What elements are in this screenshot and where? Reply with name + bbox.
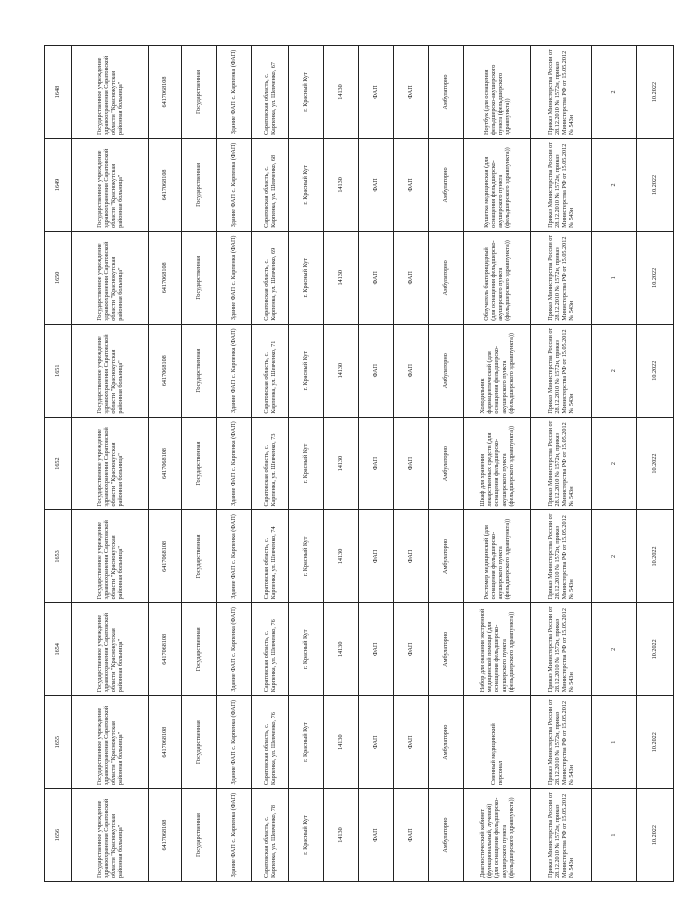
table-cell: 14130 — [324, 789, 359, 882]
table-cell: Саратовская область, с. Карпенка, ул. Шевченко, 71 — [252, 324, 289, 417]
table-cell: ФАП — [394, 46, 429, 139]
table-cell: ФАП — [359, 324, 394, 417]
table-cell: 6417068108 — [149, 46, 182, 139]
table-cell: Государственная — [182, 696, 217, 789]
table-cell: Амбулаторно — [429, 510, 464, 603]
table-cell: Государственная — [182, 510, 217, 603]
table-cell: Саратовская область, с. Карпенка, ул. Шевченко, 68 — [252, 139, 289, 232]
table-cell: 14130 — [324, 603, 359, 696]
equipment-table — [44, 45, 674, 882]
table-cell: 6417068108 — [149, 789, 182, 882]
table-cell: Облучатель бактерицидный (для оснащения фельдшерско-акушерского пункта (фельдшерского здравпункта)) — [464, 231, 531, 324]
table-cell: Государственное учреждение здравоохранения Саратовской области "Краснокутская районная больница" — [72, 417, 149, 510]
table-cell: г. Красный Кут — [289, 417, 324, 510]
table-cell: 1653 — [45, 510, 72, 603]
table-cell: 2 — [592, 603, 637, 696]
table-cell: Шкаф для хранения лекарственных средств (для оснащения фельдшерско-акушерского пункта (фельдшерского здравпункта)) — [464, 417, 531, 510]
table-cell: 14130 — [324, 324, 359, 417]
table-cell: г. Красный Кут — [289, 603, 324, 696]
table-cell: 2 — [592, 417, 637, 510]
table-cell: 10.2022 — [637, 46, 674, 139]
table-cell: Приказ Министерства России от 28.12.2010 № 1572н, приказ Министерства РФ от 15.05.2012 № 543н — [531, 603, 592, 696]
table-row-n1 — [592, 46, 637, 882]
equipment-table-sheet — [44, 45, 659, 882]
table-cell: Приказ Министерства России от 28.12.2010 № 1572н, приказ Министерства РФ от 15.05.2012 № 543н — [531, 696, 592, 789]
table-cell: 10.2022 — [637, 696, 674, 789]
table-cell: Здание ФАП с. Карпенка (ФАП) — [217, 231, 252, 324]
table-cell: Государственная — [182, 139, 217, 232]
table-cell: ФАП — [394, 696, 429, 789]
table-cell: 1655 — [45, 696, 72, 789]
table-cell: Государственное учреждение здравоохранения Саратовской области "Краснокутская районная больница" — [72, 603, 149, 696]
table-cell: Здание ФАП с. Карпенка (ФАП) — [217, 417, 252, 510]
table-cell: ФАП — [359, 417, 394, 510]
table-cell: 2 — [592, 324, 637, 417]
table-cell: ФАП — [394, 789, 429, 882]
table-cell: 10.2022 — [637, 510, 674, 603]
table-cell: Здание ФАП с. Карпенка (ФАП) — [217, 46, 252, 139]
table-row-t1 — [359, 46, 394, 882]
table-row-head — [45, 46, 72, 882]
table-cell: Амбулаторно — [429, 324, 464, 417]
table-cell: 6417068108 — [149, 696, 182, 789]
table-cell: Саратовская область, с. Карпенка, ул. Шевченко, 67 — [252, 46, 289, 139]
table-cell: Саратовская область, с. Карпенка, ул. Шевченко, 78 — [252, 789, 289, 882]
table-cell: 2 — [592, 139, 637, 232]
table-row-addr — [252, 46, 289, 882]
table-cell: 10.2022 — [637, 139, 674, 232]
table-row-t3 — [429, 46, 464, 882]
table-cell: 1656 — [45, 789, 72, 882]
table-cell: Амбулаторно — [429, 46, 464, 139]
table-cell: 1651 — [45, 324, 72, 417]
table-cell: Государственное учреждение здравоохранения Саратовской области "Краснокутская районная больница" — [72, 324, 149, 417]
table-cell: г. Красный Кут — [289, 231, 324, 324]
table-cell: 6417068108 — [149, 417, 182, 510]
table-cell: Государственная — [182, 324, 217, 417]
table-cell: ФАП — [394, 417, 429, 510]
table-row-kind — [464, 46, 531, 882]
table-cell: Амбулаторно — [429, 696, 464, 789]
table-cell: ФАП — [394, 231, 429, 324]
table-cell: 10.2022 — [637, 417, 674, 510]
table-cell: Приказ Министерства России от 28.12.2010 № 1572н, приказ Министерства РФ от 15.05.2012 № 543н — [531, 789, 592, 882]
table-cell: Саратовская область, с. Карпенка, ул. Шевченко, 76 — [252, 603, 289, 696]
table-row-inn — [149, 46, 182, 882]
table-cell: 14130 — [324, 696, 359, 789]
table-cell: Саратовская область, с. Карпенка, ул. Шевченко, 76 — [252, 696, 289, 789]
table-cell: 1649 — [45, 139, 72, 232]
table-row-order — [531, 46, 592, 882]
table-cell: ФАП — [359, 510, 394, 603]
table-cell: Государственное учреждение здравоохранения Саратовской области "Краснокутская районная больница" — [72, 510, 149, 603]
table-cell: Приказ Министерства России от 28.12.2010 № 1572н, приказ Министерства РФ от 15.05.2012 № 543н — [531, 46, 592, 139]
table-cell: 10.2022 — [637, 324, 674, 417]
table-cell: 1 — [592, 789, 637, 882]
table-cell: 14130 — [324, 231, 359, 324]
table-cell: Здание ФАП с. Карпенка (ФАП) — [217, 510, 252, 603]
table-cell: Государственное учреждение здравоохранения Саратовской области "Краснокутская районная больница" — [72, 231, 149, 324]
table-cell: Государственная — [182, 603, 217, 696]
table-cell: 14130 — [324, 46, 359, 139]
table-cell: Приказ Министерства России от 28.12.2010 № 1572н, приказ Министерства РФ от 15.05.2012 № 543н — [531, 510, 592, 603]
table-row-n2 — [637, 46, 674, 882]
table-row-city — [289, 46, 324, 882]
table-cell: Государственное учреждение здравоохранения Саратовской области "Краснокутская районная больница" — [72, 139, 149, 232]
table-cell: 1 — [592, 696, 637, 789]
table-cell: Государственное учреждение здравоохранения Саратовской области "Краснокутская районная больница" — [72, 789, 149, 882]
table-cell: 1652 — [45, 417, 72, 510]
table-cell: Государственное учреждение здравоохранения Саратовской области "Краснокутская районная больница" — [72, 46, 149, 139]
table-cell: Ростомер медицинский (для оснащения фельдшерско-акушерского пункта (фельдшерского здравпункта)) — [464, 510, 531, 603]
table-cell: ФАП — [359, 603, 394, 696]
table-cell: 6417068108 — [149, 603, 182, 696]
table-cell: ФАП — [359, 789, 394, 882]
table-cell: Амбулаторно — [429, 139, 464, 232]
table-cell: г. Красный Кут — [289, 324, 324, 417]
table-cell: Здание ФАП с. Карпенка (ФАП) — [217, 324, 252, 417]
table-cell: ФАП — [359, 139, 394, 232]
table-cell: Приказ Министерства России от 28.12.2010 № 1572н, приказ Министерства РФ от 15.05.2012 № 543н — [531, 417, 592, 510]
table-cell: 14130 — [324, 510, 359, 603]
table-cell: Приказ Министерства России от 28.12.2010 № 1572н, приказ Министерства РФ от 15.05.2012 № 543н — [531, 139, 592, 232]
table-cell: Амбулаторно — [429, 417, 464, 510]
table-cell: Государственная — [182, 46, 217, 139]
table-cell: 6417068108 — [149, 231, 182, 324]
table-row-code — [324, 46, 359, 882]
table-cell: г. Красный Кут — [289, 46, 324, 139]
table-cell: Амбулаторно — [429, 789, 464, 882]
table-cell: Здание ФАП с. Карпенка (ФАП) — [217, 696, 252, 789]
table-cell: Государственная — [182, 789, 217, 882]
table-cell: ФАП — [359, 46, 394, 139]
table-cell: г. Красный Кут — [289, 696, 324, 789]
table-cell: Сменный медицинский персонал — [464, 696, 531, 789]
table-cell: 6417068108 — [149, 510, 182, 603]
table-cell: Государственное учреждение здравоохранения Саратовской области "Краснокутская районная больница" — [72, 696, 149, 789]
table-cell: 10.2022 — [637, 603, 674, 696]
table-cell: Здание ФАП с. Карпенка (ФАП) — [217, 139, 252, 232]
table-cell: г. Красный Кут — [289, 139, 324, 232]
table-cell: Ноутбук (для оснащения фельдшерско-акушерского пункта (фельдшерского здравпункта)) — [464, 46, 531, 139]
table-cell: Саратовская область, с. Карпенка, ул. Шевченко, 74 — [252, 510, 289, 603]
table-row-name — [217, 46, 252, 882]
table-cell: ФАП — [359, 231, 394, 324]
table-row-t2 — [394, 46, 429, 882]
table-cell: ФАП — [359, 696, 394, 789]
table-cell: Кушетка медицинская (для оснащения фельдшерско-акушерского пункта (фельдшерского здравпункта)) — [464, 139, 531, 232]
table-cell: 6417068108 — [149, 324, 182, 417]
table-cell: 10.2022 — [637, 231, 674, 324]
table-cell: 2 — [592, 510, 637, 603]
table-cell: Государственная — [182, 231, 217, 324]
table-cell: 6417068108 — [149, 139, 182, 232]
table-cell: Диагностический кабинет (функциональный, лучевой) (для оснащения фельдшерско-акушерского пункта (фельдшерского здравпункта)) — [464, 789, 531, 882]
table-cell: г. Красный Кут — [289, 789, 324, 882]
table-cell: 1650 — [45, 231, 72, 324]
table-cell: Набор для оказания экстренной медицинской помощи (для оснащения фельдшерско-акушерского пункта (фельдшерского здравпункта)) — [464, 603, 531, 696]
table-cell: Приказ Министерства России от 28.12.2010 № 1572н, приказ Министерства РФ от 15.05.2012 № 543н — [531, 231, 592, 324]
table-row-own — [182, 46, 217, 882]
table-cell: Саратовская область, с. Карпенка, ул. Шевченко, 69 — [252, 231, 289, 324]
table-cell: Здание ФАП с. Карпенка (ФАП) — [217, 603, 252, 696]
table-cell: Саратовская область, с. Карпенка, ул. Шевченко, 73 — [252, 417, 289, 510]
table-cell: 1648 — [45, 46, 72, 139]
table-cell: Здание ФАП с. Карпенка (ФАП) — [217, 789, 252, 882]
table-cell: Амбулаторно — [429, 603, 464, 696]
table-cell: Амбулаторно — [429, 231, 464, 324]
table-cell: ФАП — [394, 324, 429, 417]
table-cell: 1 — [592, 231, 637, 324]
table-cell: Государственная — [182, 417, 217, 510]
table-cell: 14130 — [324, 417, 359, 510]
table-cell: 14130 — [324, 139, 359, 232]
table-cell: ФАП — [394, 603, 429, 696]
table-cell: Холодильник фармацевтический (для оснащения фельдшерско-акушерского пункта (фельдшерского здравпункта)) — [464, 324, 531, 417]
table-cell: 2 — [592, 46, 637, 139]
table-cell: ФАП — [394, 510, 429, 603]
table-cell: 10.2022 — [637, 789, 674, 882]
table-cell: ФАП — [394, 139, 429, 232]
table-cell: Приказ Министерства России от 28.12.2010 № 1572н, приказ Министерства РФ от 15.05.2012 № 543н — [531, 324, 592, 417]
table-cell: г. Красный Кут — [289, 510, 324, 603]
table-row-org — [72, 46, 149, 882]
table-cell: 1654 — [45, 603, 72, 696]
